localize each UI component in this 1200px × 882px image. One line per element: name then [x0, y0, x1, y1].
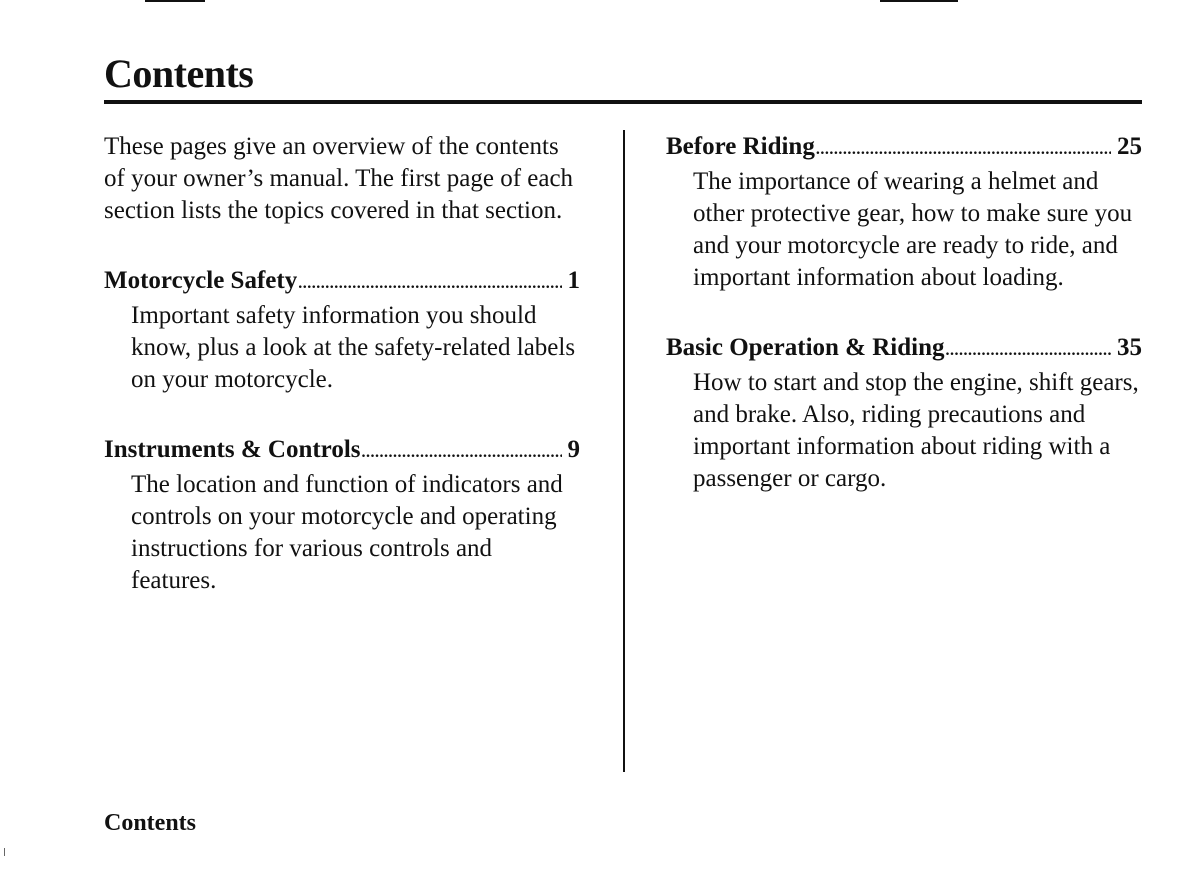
footer-section-label: Contents	[104, 810, 197, 836]
toc-entry-page-number[interactable]: 9	[567, 436, 580, 463]
column-divider	[623, 130, 625, 772]
toc-entry-page-number[interactable]: 1	[567, 267, 580, 294]
toc-entry-description: The importance of wearing a helmet and other protective gear, how to make sure you and your motorcycle are ready to ride, and important information about loading.	[693, 168, 1133, 291]
toc-entry-title[interactable]: Before Riding	[666, 133, 815, 160]
title-rule	[104, 100, 1142, 104]
scan-edge-mark	[4, 848, 5, 856]
page-title: Contents	[104, 51, 254, 96]
toc-entry-title[interactable]: Basic Operation & Riding	[666, 334, 945, 361]
top-crop-mark-right	[880, 0, 958, 2]
toc-entry-title[interactable]: Instruments & Controls	[104, 436, 361, 463]
toc-entry-title[interactable]: Motorcycle Safety	[104, 267, 298, 294]
toc-entry-heading[interactable]	[666, 332, 1142, 367]
intro-paragraph: These pages give an overview of the contents of your owner’s manual. The first page of each section lists the topics covered in that section.	[104, 133, 574, 224]
toc-entry-motorcycle-safety[interactable]	[104, 265, 580, 396]
right-column	[666, 131, 1142, 533]
toc-entry-before-riding[interactable]	[666, 131, 1142, 294]
toc-entry-basic-operation-riding[interactable]	[666, 332, 1142, 495]
toc-entry-heading[interactable]	[104, 434, 580, 469]
toc-entry-description: The location and function of indicators and controls on your motorcycle and operating instructions for various controls and features.	[131, 471, 563, 594]
toc-entry-heading[interactable]	[666, 131, 1142, 166]
toc-entry-description: Important safety information you should know, plus a look at the safety-related labels on your motorcycle.	[131, 302, 576, 393]
toc-entry-description: How to start and stop the engine, shift gears, and brake. Also, riding precautions and important information about riding with a passenger or cargo.	[693, 369, 1139, 492]
toc-leader-dots	[362, 437, 562, 469]
toc-entry-instruments-controls[interactable]	[104, 434, 580, 597]
toc-entry-heading[interactable]	[104, 265, 580, 300]
toc-leader-dots	[298, 268, 561, 300]
left-column	[104, 131, 580, 635]
toc-entry-page-number[interactable]: 25	[1117, 133, 1142, 160]
toc-leader-dots	[816, 134, 1111, 166]
toc-entry-page-number[interactable]: 35	[1117, 334, 1142, 361]
toc-leader-dots	[946, 335, 1112, 367]
top-crop-mark-left	[145, 0, 205, 2]
